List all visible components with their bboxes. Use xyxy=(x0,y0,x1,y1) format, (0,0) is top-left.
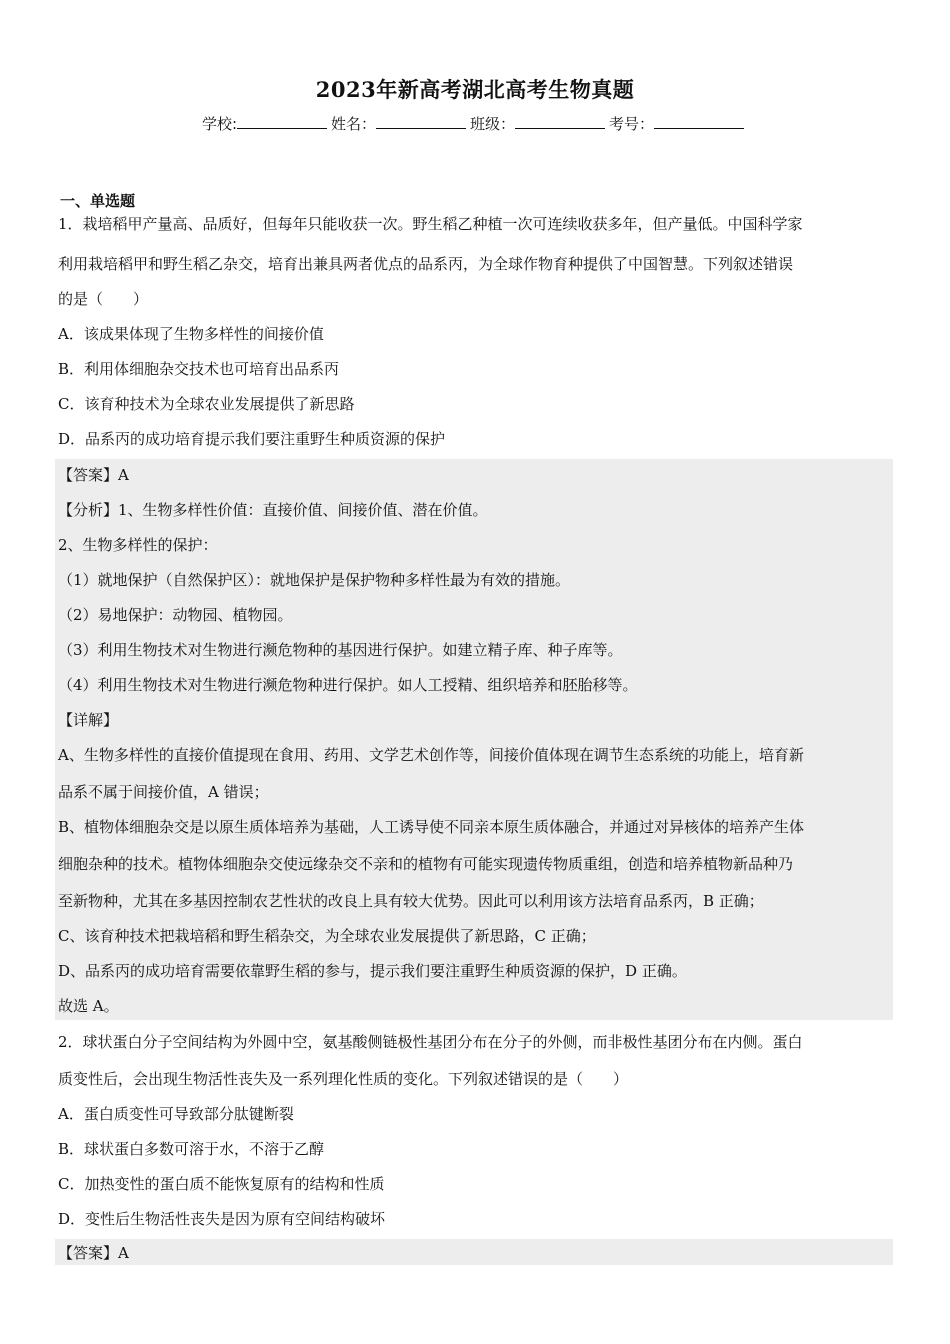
question1-detail-line: B、植物体细胞杂交是以原生质体培养为基础，人工诱导使不同亲本原生质体融合，并通过对异核体的培养产生体 xyxy=(58,818,805,836)
question2-option-a: A．蛋白质变性可导致部分肽键断裂 xyxy=(58,1105,294,1123)
question2-option-b: B．球状蛋白多数可溶于水，不溶于乙醇 xyxy=(58,1140,325,1158)
school-label: 学校: xyxy=(201,115,237,133)
question1-detail-title: 【详解】 xyxy=(58,711,119,729)
question1-analysis-line: （3）利用生物技术对生物进行濒危物种的基因进行保护。如建立精子库、种子库等。 xyxy=(58,641,623,659)
question1-analysis-line: 【分析】1、生物多样性价值：直接价值、间接价值、潜在价值。 xyxy=(58,501,488,519)
question2-option-d: D．变性后生物活性丧失是因为原有空间结构破坏 xyxy=(58,1210,386,1228)
question1-detail-line: 品系不属于间接价值，A 错误； xyxy=(58,783,269,801)
question1-stem-line: 的是（ ） xyxy=(58,290,149,308)
question2-answer: 【答案】A xyxy=(58,1244,129,1262)
name-label: 姓名： xyxy=(331,115,377,133)
question1-analysis-line: 2、生物多样性的保护： xyxy=(58,536,218,554)
question1-detail-line: A、生物多样性的直接价值提现在食用、药用、文学艺术创作等，间接价值体现在调节生态系统的功能上，培育新 xyxy=(58,746,804,764)
question1-option-d: D．品系丙的成功培育提示我们要注重野生种质资源的保护 xyxy=(58,430,446,448)
question1-analysis-line: （1）就地保护（自然保护区）：就地保护是保护物种多样性最为有效的措施。 xyxy=(58,571,571,589)
name-blank xyxy=(376,114,466,129)
section-title: 一、单选题 xyxy=(60,192,136,210)
question2-option-c: C．加热变性的蛋白质不能恢复原有的结构和性质 xyxy=(58,1175,385,1193)
question1-stem-line: 1．栽培稻甲产量高、品质好，但每年只能收获一次。野生稻乙种植一次可连续收获多年，但产量低。中国科学家 xyxy=(58,215,803,233)
question1-option-c: C．该育种技术为全球农业发展提供了新思路 xyxy=(58,395,355,413)
question1-detail-line: C、该育种技术把栽培稻和野生稻杂交，为全球农业发展提供了新思路，C 正确； xyxy=(58,927,596,945)
school-blank xyxy=(237,114,327,129)
class-label: 班级： xyxy=(470,115,516,133)
question1-option-a: A．该成果体现了生物多样性的间接价值 xyxy=(58,325,324,343)
exam-number-label: 考号： xyxy=(609,115,655,133)
class-blank xyxy=(515,114,605,129)
question1-option-b: B．利用体细胞杂交技术也可培育出品系丙 xyxy=(58,360,340,378)
question1-detail-line: 至新物种，尤其在多基因控制农艺性状的改良上具有较大优势。因此可以利用该方法培育品系丙，B 正确； xyxy=(58,892,764,910)
question1-stem-line: 利用栽培稻甲和野生稻乙杂交，培育出兼具两者优点的品系丙，为全球作物育种提供了中国智慧。下列叙述错误 xyxy=(58,255,794,273)
question1-analysis-line: （4）利用生物技术对生物进行濒危物种进行保护。如人工授精、组织培养和胚胎移等。 xyxy=(58,676,638,694)
question2-stem-line: 2．球状蛋白分子空间结构为外圆中空，氨基酸侧链极性基团分布在分子的外侧，而非极性基团分布在内侧。蛋白 xyxy=(58,1033,803,1051)
question2-stem-line: 质变性后，会出现生物活性丧失及一系列理化性质的变化。下列叙述错误的是（ ） xyxy=(58,1070,629,1088)
student-info-row xyxy=(0,113,950,134)
question1-detail-line: 细胞杂种的技术。植物体细胞杂交使远缘杂交不亲和的植物有可能实现遗传物质重组，创造和培养植物新品种乃 xyxy=(58,855,794,873)
exam-number-blank xyxy=(654,114,744,129)
question1-analysis-line: （2）易地保护：动物园、植物园。 xyxy=(58,606,293,624)
question1-answer: 【答案】A xyxy=(58,466,129,484)
document-title: 2023年新高考湖北高考生物真题 xyxy=(315,77,635,102)
question1-conclusion: 故选 A。 xyxy=(58,997,119,1015)
question1-detail-line: D、品系丙的成功培育需要依靠野生稻的参与，提示我们要注重野生种质资源的保护，D 正确。 xyxy=(58,962,687,980)
